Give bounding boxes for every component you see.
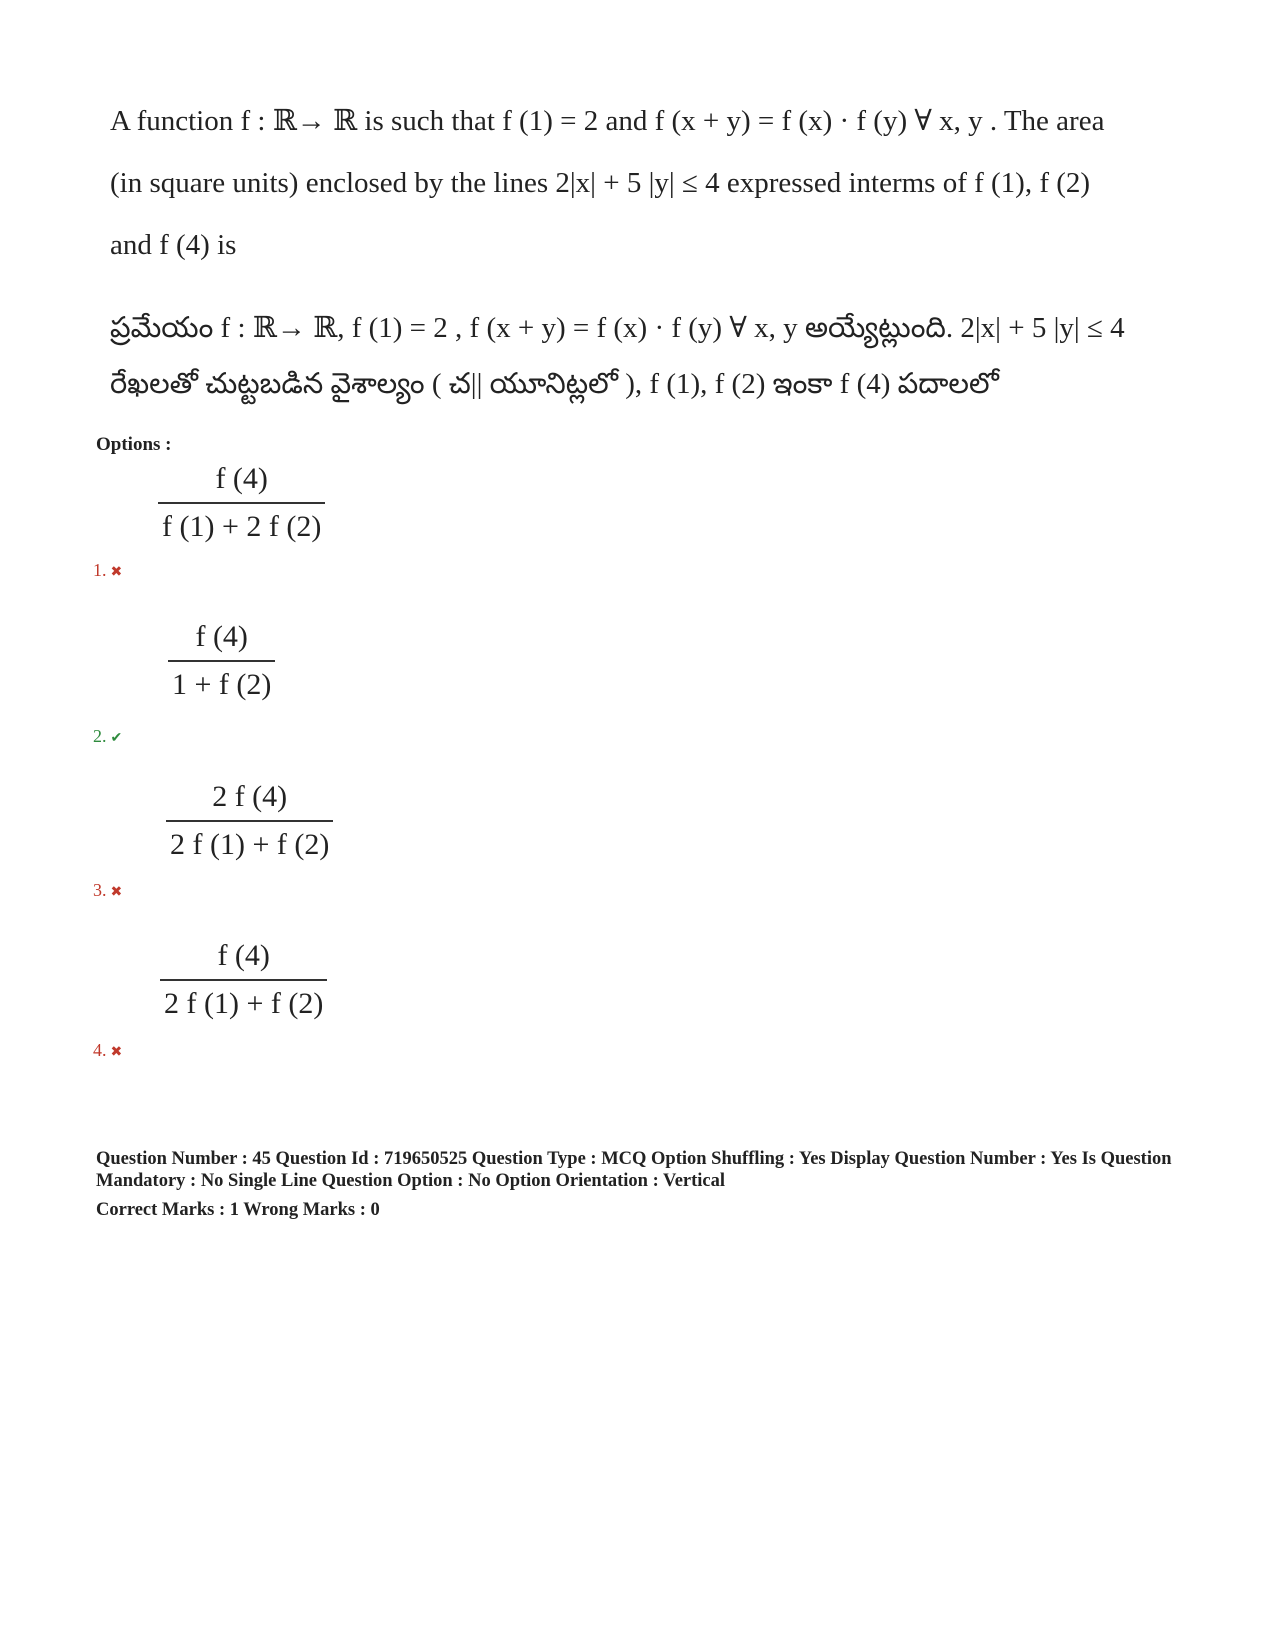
option-1-denominator: f (1) + 2 f (2) bbox=[162, 509, 322, 543]
option-2-number: 2. bbox=[93, 726, 107, 746]
question-metadata: Question Number : 45 Question Id : 719650525 Question Type : MCQ Option Shuffling : Yes Display Question Number : Yes Is Question Mandatory : No Single Line Question Option : No Option Orientation : Vertical bbox=[96, 1149, 1172, 1191]
option-1-fraction bbox=[158, 460, 325, 546]
option-4-number: 4. bbox=[93, 1040, 107, 1060]
option-4[interactable] bbox=[93, 1040, 122, 1061]
option-3-fraction bbox=[166, 778, 333, 864]
question-english-line-3: and f (4) is bbox=[110, 229, 237, 261]
check-icon: ✔ bbox=[110, 731, 123, 746]
option-2[interactable] bbox=[93, 726, 122, 747]
question-english-line-1: A function f : ℝ→ ℝ is such that f (1) = 2 and f (x + y) = f (x) · f (y) ∀ x, y . The area bbox=[110, 105, 1105, 137]
question-telugu-line-1: ప్రమేయం f : ℝ→ ℝ, f (1) = 2 , f (x + y) = f (x) · f (y) ∀ x, y అయ్యేట్లుంది. 2|x| + 5 |y| ≤ 4 bbox=[110, 312, 1125, 344]
marks-info: Correct Marks : 1 Wrong Marks : 0 bbox=[96, 1200, 380, 1220]
option-2-numerator: f (4) bbox=[195, 620, 248, 653]
question-english bbox=[110, 90, 1170, 276]
option-1[interactable] bbox=[93, 560, 122, 581]
option-4-fraction bbox=[160, 937, 327, 1023]
option-4-denominator: 2 f (1) + f (2) bbox=[164, 986, 324, 1020]
option-3-numerator: 2 f (4) bbox=[212, 780, 288, 813]
question-english-line-2: (in square units) enclosed by the lines 2|x| + 5 |y| ≤ 4 expressed interms of f (1), f (2) bbox=[110, 167, 1091, 199]
option-3[interactable] bbox=[93, 880, 122, 901]
options-label: Options : bbox=[96, 434, 172, 455]
cross-icon: ✖ bbox=[110, 885, 123, 900]
option-3-denominator: 2 f (1) + f (2) bbox=[170, 827, 330, 861]
option-1-number: 1. bbox=[93, 560, 107, 580]
option-2-denominator: 1 + f (2) bbox=[172, 667, 272, 701]
option-4-numerator: f (4) bbox=[217, 939, 270, 972]
cross-icon: ✖ bbox=[110, 565, 123, 580]
question-telugu bbox=[110, 300, 1170, 412]
option-2-fraction bbox=[168, 618, 275, 704]
question-telugu-line-2: రేఖలతో చుట్టబడిన వైశాల్యం ( చ|| యూనిట్లలో ), f (1), f (2) ఇంకా f (4) పదాలలో bbox=[110, 368, 999, 400]
option-3-number: 3. bbox=[93, 880, 107, 900]
cross-icon: ✖ bbox=[110, 1045, 123, 1060]
option-1-numerator: f (4) bbox=[215, 462, 268, 495]
